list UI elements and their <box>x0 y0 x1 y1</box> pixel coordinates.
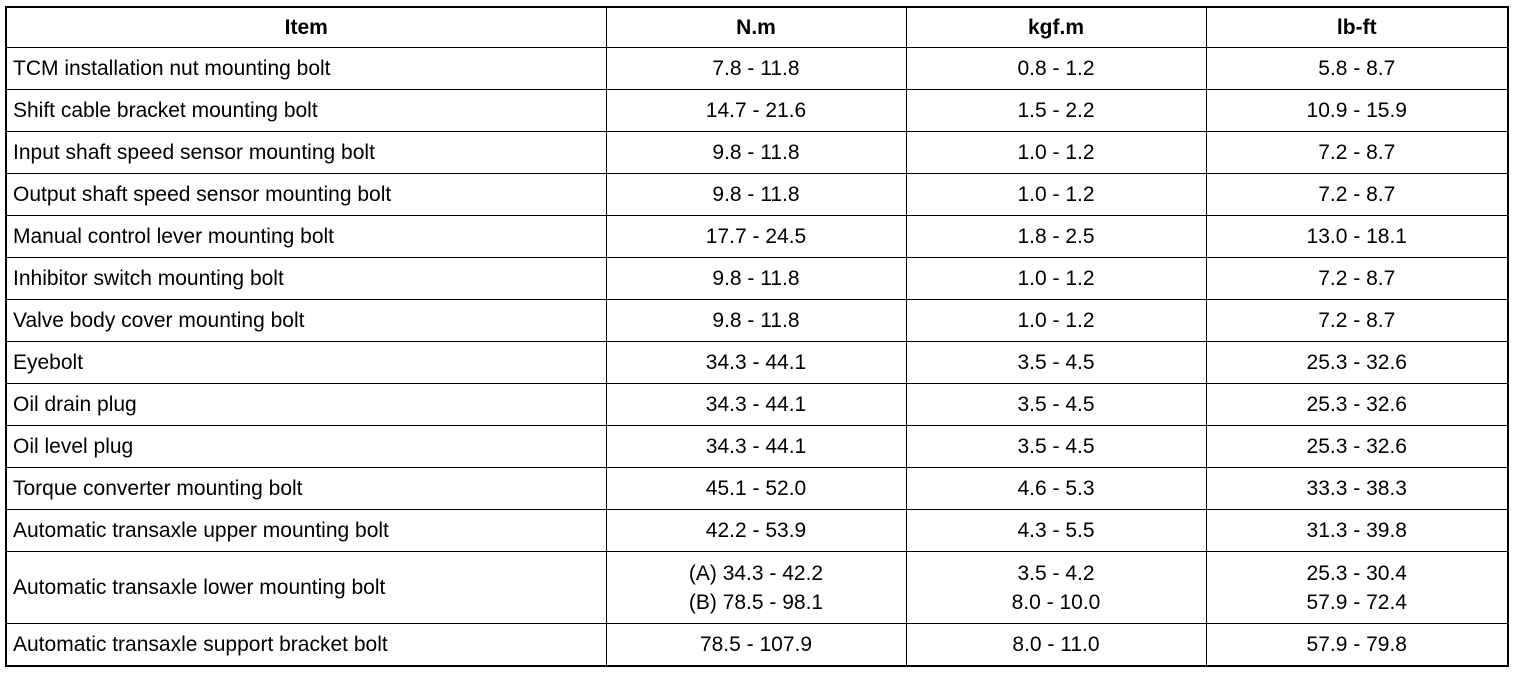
nm-cell: 7.8 - 11.8 <box>606 48 906 90</box>
lbft-cell: 25.3 - 32.6 <box>1206 426 1508 468</box>
kgfm-cell: 1.0 - 1.2 <box>906 132 1206 174</box>
lbft-value-b: 57.9 - 72.4 <box>1306 590 1407 614</box>
lbft-cell: 10.9 - 15.9 <box>1206 90 1508 132</box>
item-cell: Automatic transaxle lower mounting bolt <box>6 552 606 624</box>
item-cell: Input shaft speed sensor mounting bolt <box>6 132 606 174</box>
nm-cell: 9.8 - 11.8 <box>606 132 906 174</box>
table-row <box>6 342 1508 384</box>
kgfm-cell <box>906 552 1206 624</box>
lbft-cell: 25.3 - 32.6 <box>1206 384 1508 426</box>
header-item: Item <box>6 7 606 48</box>
header-row <box>6 7 1508 48</box>
lbft-cell: 7.2 - 8.7 <box>1206 258 1508 300</box>
nm-cell: 9.8 - 11.8 <box>606 300 906 342</box>
item-cell: Output shaft speed sensor mounting bolt <box>6 174 606 216</box>
kgfm-cell: 1.0 - 1.2 <box>906 174 1206 216</box>
item-cell: Eyebolt <box>6 342 606 384</box>
lbft-cell: 31.3 - 39.8 <box>1206 510 1508 552</box>
nm-cell: 45.1 - 52.0 <box>606 468 906 510</box>
kgfm-cell: 8.0 - 11.0 <box>906 624 1206 667</box>
header-nm: N.m <box>606 7 906 48</box>
kgfm-cell: 3.5 - 4.5 <box>906 342 1206 384</box>
table-row <box>6 90 1508 132</box>
kgfm-value-a: 3.5 - 4.2 <box>1017 561 1095 585</box>
item-cell: Oil level plug <box>6 426 606 468</box>
item-cell: Valve body cover mounting bolt <box>6 300 606 342</box>
lbft-cell <box>1206 552 1508 624</box>
nm-value-a: (A) 34.3 - 42.2 <box>688 561 824 585</box>
table-row <box>6 552 1508 624</box>
table-row <box>6 468 1508 510</box>
lbft-cell: 25.3 - 32.6 <box>1206 342 1508 384</box>
item-cell: Torque converter mounting bolt <box>6 468 606 510</box>
lbft-cell: 13.0 - 18.1 <box>1206 216 1508 258</box>
table-row <box>6 132 1508 174</box>
kgfm-value-b: 8.0 - 10.0 <box>1011 590 1101 614</box>
nm-cell: 34.3 - 44.1 <box>606 342 906 384</box>
kgfm-cell: 1.5 - 2.2 <box>906 90 1206 132</box>
item-cell: Automatic transaxle support bracket bolt <box>6 624 606 667</box>
torque-spec-table <box>5 6 1509 667</box>
kgfm-cell: 0.8 - 1.2 <box>906 48 1206 90</box>
kgfm-cell: 1.0 - 1.2 <box>906 300 1206 342</box>
table-row <box>6 258 1508 300</box>
item-cell: TCM installation nut mounting bolt <box>6 48 606 90</box>
lbft-cell: 57.9 - 79.8 <box>1206 624 1508 667</box>
kgfm-cell: 1.8 - 2.5 <box>906 216 1206 258</box>
table-row <box>6 48 1508 90</box>
lbft-cell: 7.2 - 8.7 <box>1206 300 1508 342</box>
torque-spec-table-wrapper <box>5 6 1509 667</box>
table-row <box>6 384 1508 426</box>
item-cell: Manual control lever mounting bolt <box>6 216 606 258</box>
nm-cell: 9.8 - 11.8 <box>606 258 906 300</box>
nm-cell: 78.5 - 107.9 <box>606 624 906 667</box>
nm-cell: 14.7 - 21.6 <box>606 90 906 132</box>
table-row <box>6 510 1508 552</box>
table-row <box>6 174 1508 216</box>
lbft-cell: 33.3 - 38.3 <box>1206 468 1508 510</box>
item-cell: Shift cable bracket mounting bolt <box>6 90 606 132</box>
nm-cell <box>606 552 906 624</box>
table-row <box>6 624 1508 667</box>
item-cell: Automatic transaxle upper mounting bolt <box>6 510 606 552</box>
nm-cell: 17.7 - 24.5 <box>606 216 906 258</box>
kgfm-cell: 4.6 - 5.3 <box>906 468 1206 510</box>
nm-cell: 34.3 - 44.1 <box>606 426 906 468</box>
table-body <box>6 48 1508 667</box>
kgfm-cell: 1.0 - 1.2 <box>906 258 1206 300</box>
nm-value-b: (B) 78.5 - 98.1 <box>688 590 824 614</box>
table-row <box>6 300 1508 342</box>
nm-cell: 9.8 - 11.8 <box>606 174 906 216</box>
lbft-value-a: 25.3 - 30.4 <box>1306 561 1407 585</box>
table-row <box>6 216 1508 258</box>
lbft-cell: 7.2 - 8.7 <box>1206 132 1508 174</box>
header-lbft: lb-ft <box>1206 7 1508 48</box>
table-row <box>6 426 1508 468</box>
kgfm-cell: 3.5 - 4.5 <box>906 384 1206 426</box>
item-cell: Oil drain plug <box>6 384 606 426</box>
item-cell: Inhibitor switch mounting bolt <box>6 258 606 300</box>
header-kgfm: kgf.m <box>906 7 1206 48</box>
table-header <box>6 7 1508 48</box>
nm-cell: 34.3 - 44.1 <box>606 384 906 426</box>
kgfm-cell: 3.5 - 4.5 <box>906 426 1206 468</box>
lbft-cell: 5.8 - 8.7 <box>1206 48 1508 90</box>
kgfm-cell: 4.3 - 5.5 <box>906 510 1206 552</box>
nm-cell: 42.2 - 53.9 <box>606 510 906 552</box>
lbft-cell: 7.2 - 8.7 <box>1206 174 1508 216</box>
